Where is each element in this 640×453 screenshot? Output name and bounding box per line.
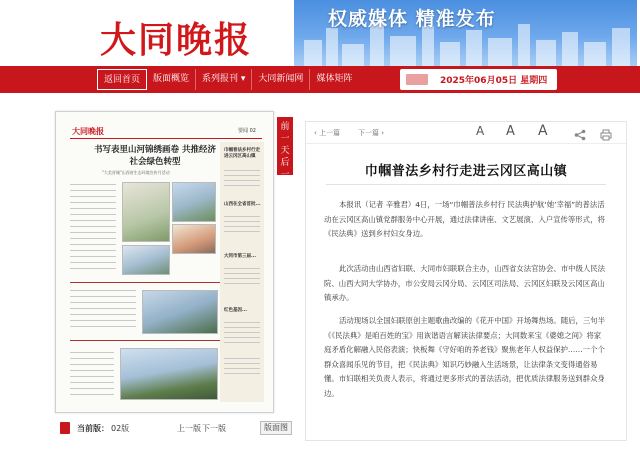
nav-layout-overview[interactable]: 版面概览: [147, 69, 196, 90]
thumb-logo: 大同晚报: [72, 126, 104, 136]
next-page-button[interactable]: 下一版: [202, 424, 226, 433]
next-article-label: 下一篇: [358, 129, 379, 137]
ad-banner[interactable]: [294, 0, 637, 66]
article-paragraph-2: 此次活动由山西省妇联、大同市妇联联合主办，山西省女法官协会、市中级人民法院、山西大同大学协办，市公安局云冈分局、云冈区司法局、云冈区妇联及云冈区高山镇承办。: [324, 264, 606, 302]
site-logo[interactable]: 大同晚报: [100, 19, 253, 61]
nav-series-dropdown[interactable]: 系列报刊 ▾: [196, 69, 252, 90]
font-small-button[interactable]: A: [476, 124, 485, 138]
nav-media-matrix[interactable]: 媒体矩阵: [316, 74, 353, 84]
layout-image-button[interactable]: 版面图: [260, 421, 292, 435]
thumb-rule: [70, 138, 262, 139]
thumb-photo-2[interactable]: [172, 182, 216, 222]
date-display[interactable]: [400, 69, 557, 90]
thumb-side-head-2[interactable]: 山西在全省首批...: [224, 202, 261, 207]
prev-article-label: 上一篇: [319, 129, 341, 137]
current-page-label: 当前版：: [77, 424, 109, 433]
thumb-page-label: 要闻 02: [238, 128, 256, 134]
title-divider: [326, 184, 606, 185]
prev-article-button[interactable]: ‹ 上一篇: [314, 129, 341, 137]
banner-slogan: 权威媒体 精准发布: [328, 8, 496, 30]
thumb-subtitle: "大美晋城"山西省生态环境宣传月活动: [102, 170, 170, 175]
nav-news-site[interactable]: 大同新闻网: [252, 69, 310, 90]
newspaper-page-image[interactable]: [55, 111, 274, 413]
calendar-icon: [406, 74, 428, 85]
thumb-side-head-4[interactable]: 红色基因...: [224, 308, 248, 313]
thumb-photo-3[interactable]: [172, 224, 216, 254]
thumb-headline[interactable]: 书写表里山河锦绣画卷 共推经济社会绿色转型: [94, 145, 216, 167]
font-large-button[interactable]: A: [538, 123, 548, 139]
next-article-button[interactable]: 下一篇 ›: [358, 129, 385, 137]
thumb-photo-1[interactable]: [122, 182, 170, 242]
thumb-photo-4[interactable]: [122, 245, 170, 275]
thumb-photo-5[interactable]: [142, 290, 218, 334]
main-nav: [0, 66, 640, 93]
current-page-bar: [55, 421, 293, 437]
pdf-icon[interactable]: [60, 422, 70, 434]
share-icon[interactable]: [574, 126, 586, 145]
font-medium-button[interactable]: A: [506, 124, 515, 139]
print-icon[interactable]: [600, 126, 612, 145]
page-thumbnail-pane: [55, 111, 293, 441]
article-title: 巾帼普法乡村行走进云冈区高山镇: [364, 164, 568, 179]
thumb-photo-6[interactable]: [120, 348, 218, 400]
current-date: 2025年06月05日 星期四: [440, 76, 548, 86]
day-switch-tab[interactable]: 前一天后一天: [277, 117, 293, 175]
article-paragraph-3: 活动现场以全国妇联原创主题歌曲改编的《花开中国》开场舞热场。随后，三句半《《民法典》是咱百姓的宝》用诙谐语言解读法律要点；大同数来宝《婆媳之间》将家庭矛盾化解融入民俗表演；快板舞《守好咱的养老钱》聚焦老年人权益保护……一个个群众喜闻乐见的节目，把《民法典》知识巧妙融入生活场景，让法律条文变得通俗易懂。市妇联相关负责人表示，将通过更多形式的普法活动，把优质法律服务送到群众身边。: [324, 316, 606, 398]
article-toolbar: [306, 122, 626, 144]
article-paragraph-1: 本报讯（记者 辛雅君）4日，一场“巾帼普法乡村行 民法典护航‘她’幸福”的普法活动在云冈区高山镇党群服务中心开展，通过法律讲座、文艺展演、入户宣传等形式，将《民法典》送到乡村妇女身边。: [324, 200, 605, 238]
nav-home[interactable]: 返回首页: [97, 69, 147, 90]
prev-page-button[interactable]: 上一版: [177, 424, 201, 433]
current-page-value: 02版: [111, 424, 130, 433]
site-header: [0, 0, 640, 66]
thumb-side-head-1[interactable]: 巾帼普法乡村行走进云冈区高山镇: [224, 148, 260, 159]
article-panel: [305, 121, 627, 441]
thumb-side-head-3[interactable]: 大同市第三届...: [224, 254, 257, 259]
